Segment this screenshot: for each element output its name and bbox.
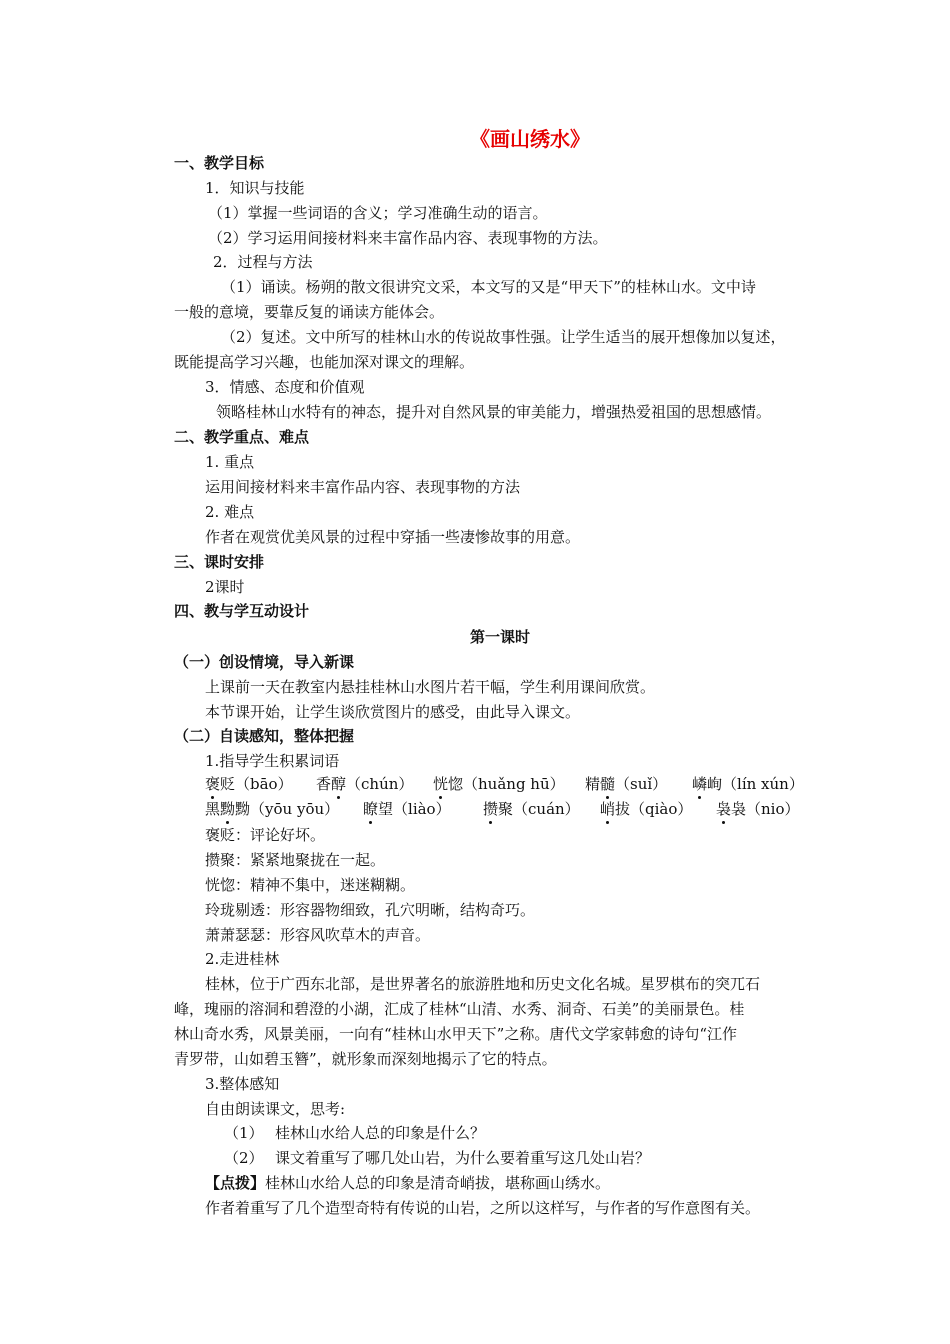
definition: 褒贬：评论好坏。: [205, 826, 326, 844]
section-heading-focus: 二、教学重点、难点: [174, 428, 310, 446]
emphasis-char: 褒: [205, 775, 221, 793]
paragraph: 作者在观赏优美风景的过程中穿插一些凄惨故事的用意。: [205, 528, 581, 546]
paragraph: 一般的意境，要靠反复的诵读方能体会。: [174, 303, 445, 321]
paragraph: 2.走进桂林: [205, 950, 280, 968]
definition: 恍惚：精神不集中，迷迷糊糊。: [205, 876, 416, 894]
paragraph: 2．过程与方法: [213, 253, 313, 271]
paragraph: 1. 重点: [205, 453, 255, 471]
paragraph: 作者着重写了几个造型奇特有传说的山岩，之所以这样写，与作者的写作意图有关。: [205, 1199, 761, 1217]
vocab-text: 贬（bāo）: [220, 775, 293, 793]
vocab-text: 峋（lín xún）: [707, 775, 804, 793]
vocab-item: [692, 773, 804, 795]
vocab-item: [483, 798, 580, 820]
paragraph: （1）诵读。杨朔的散文很讲究文采，本文写的又是“甲天下”的桂林山水。文中诗: [221, 278, 756, 296]
tip-label: 【点拨】: [205, 1174, 266, 1192]
vocab-item: [316, 773, 413, 795]
vocab-item: [205, 798, 339, 820]
definition: 萧萧瑟瑟：形容风吹草木的声音。: [205, 926, 431, 944]
vocab-text: （chún）: [346, 775, 414, 793]
vocab-text: 聚（cuán）: [498, 800, 580, 818]
vocab-text: 袅（nio）: [731, 800, 800, 818]
lesson-heading: 第一课时: [470, 628, 531, 646]
emphasis-char: 峭: [600, 800, 616, 818]
vocab-text: 黝（yōu yōu）: [235, 800, 340, 818]
paragraph: 本节课开始，让学生谈欣赏图片的感受，由此导入课文。: [205, 703, 581, 721]
definition: 攒聚：紧紧地聚拢在一起。: [205, 851, 386, 869]
paragraph: 领略桂林山水特有的神态，提升对自然风景的审美能力，增强热爱祖国的思想感情。: [216, 403, 772, 421]
paragraph: 峰，瑰丽的溶洞和碧澄的小湖，汇成了桂林“山清、水秀、洞奇、石美”的美丽景色。桂: [174, 1000, 745, 1018]
paragraph: 3．情感、态度和价值观: [205, 378, 365, 396]
paragraph: （2）复述。文中所写的桂林山水的传说故事性强。让学生适当的展开想像加以复述，: [221, 328, 786, 346]
emphasis-char: 攒: [483, 800, 499, 818]
paragraph: 桂林，位于广西东北部，是世界著名的旅游胜地和历史文化名城。星罗棋布的突兀石: [205, 975, 761, 993]
paragraph: 2. 难点: [205, 503, 255, 521]
vocab-text: 拔（qiào）: [615, 800, 693, 818]
vocab-item: [716, 798, 800, 820]
question-number: （2）: [224, 1149, 264, 1167]
section-heading-objectives: 一、教学目标: [174, 154, 265, 172]
paragraph: 上课前一天在教室内悬挂桂林山水图片若干幅，学生利用课间欣赏。: [205, 678, 656, 696]
tip-text: 桂林山水给人总的印象是清奇峭拔，堪称画山绣水。: [265, 1174, 611, 1192]
question: 课文着重写了哪几处山岩，为什么要着重写这几处山岩？: [275, 1149, 651, 1167]
emphasis-char: 髓: [600, 775, 616, 793]
vocab-text: 望（liào）: [378, 800, 451, 818]
paragraph: 1.指导学生积累词语: [205, 752, 340, 770]
paragraph: 既能提高学习兴趣，也能加深对课文的理解。: [174, 353, 475, 371]
question-number: （1）: [224, 1124, 264, 1142]
paragraph: 3.整体感知: [205, 1075, 280, 1093]
subsection-heading: （一）创设情境，导入新课: [174, 653, 355, 671]
question: 桂林山水给人总的印象是什么？: [275, 1124, 486, 1142]
paragraph: 青罗带，山如碧玉簪”，就形象而深刻地揭示了它的特点。: [174, 1050, 557, 1068]
vocab-text: 黑: [205, 800, 221, 818]
emphasis-char: 醇: [331, 775, 347, 793]
emphasis-char: 嶙: [692, 775, 708, 793]
tip-paragraph: [205, 1172, 610, 1194]
emphasis-char: 黝: [220, 800, 236, 818]
paragraph: 2课时: [205, 578, 245, 596]
emphasis-char: 恍: [433, 775, 449, 793]
section-heading-interaction: 四、教与学互动设计: [174, 602, 310, 620]
vocab-text: 精: [585, 775, 601, 793]
vocab-text: 香: [316, 775, 332, 793]
emphasis-char: 袅: [716, 800, 732, 818]
vocab-text: （suǐ）: [615, 775, 668, 793]
emphasis-char: 瞭: [363, 800, 379, 818]
page-title: 《画山绣水》: [470, 127, 590, 151]
definition: 玲珑剔透：形容器物细致，孔穴明晰，结构奇巧。: [205, 901, 536, 919]
vocab-text: 惚（huǎng hū）: [448, 775, 565, 793]
vocab-item: [585, 773, 667, 795]
paragraph: （1）掌握一些词语的含义；学习准确生动的语言。: [208, 204, 548, 222]
paragraph: 自由朗读课文，思考:: [205, 1100, 346, 1118]
vocab-item: [363, 798, 451, 820]
vocab-item: [433, 773, 565, 795]
vocab-item: [205, 773, 293, 795]
subsection-heading: （二）自读感知，整体把握: [174, 727, 355, 745]
vocab-item: [600, 798, 692, 820]
paragraph: 1．知识与技能: [205, 179, 305, 197]
paragraph: 运用间接材料来丰富作品内容、表现事物的方法: [205, 478, 521, 496]
paragraph: （2）学习运用间接材料来丰富作品内容、表现事物的方法。: [208, 229, 608, 247]
section-heading-schedule: 三、课时安排: [174, 553, 265, 571]
paragraph: 林山奇水秀，风景美丽，一向有“桂林山水甲天下”之称。唐代文学家韩愈的诗句“江作: [174, 1025, 738, 1043]
